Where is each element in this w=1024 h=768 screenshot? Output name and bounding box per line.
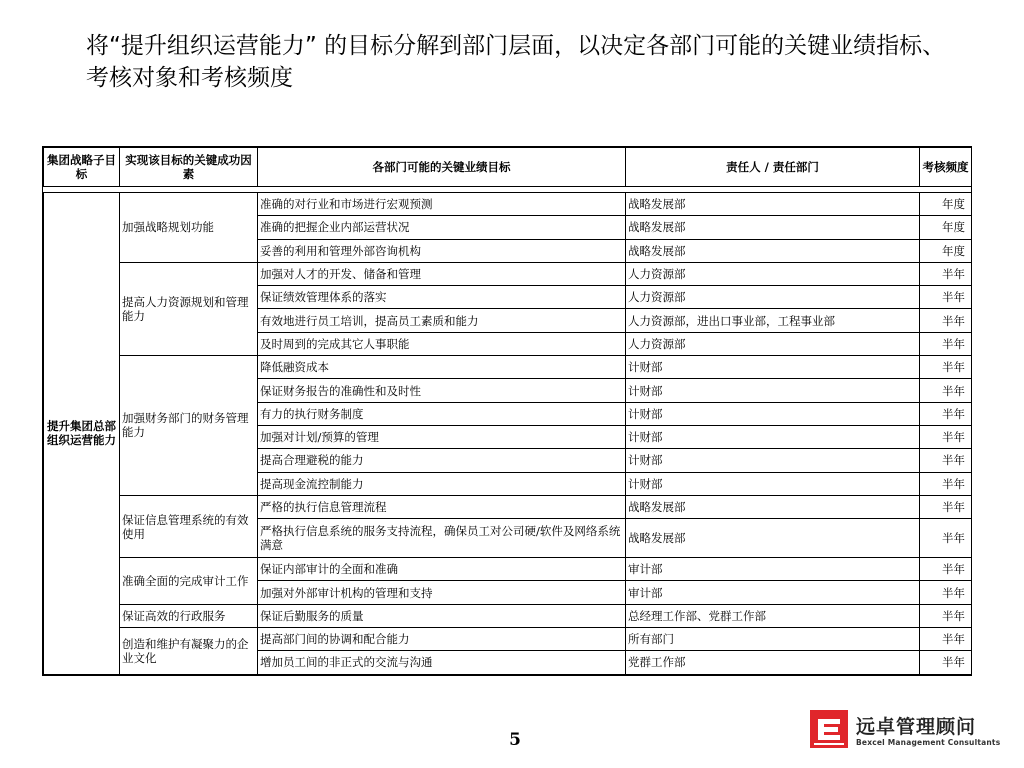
table-row	[44, 193, 972, 216]
table-row	[44, 495, 972, 518]
frequency-cell: 半年	[920, 379, 972, 402]
kpi-cell: 保证内部审计的全面和准确	[258, 558, 626, 581]
page-number: 5	[509, 730, 521, 750]
success-factor-cell: 加强战略规划功能	[120, 193, 258, 263]
kpi-cell: 提高现金流控制能力	[258, 472, 626, 495]
kpi-table	[42, 146, 972, 676]
kpi-cell: 保证绩效管理体系的落实	[258, 286, 626, 309]
frequency-cell: 半年	[920, 309, 972, 332]
owner-cell: 战略发展部	[626, 519, 920, 558]
owner-cell: 总经理工作部、党群工作部	[626, 604, 920, 627]
owner-cell: 战略发展部	[626, 239, 920, 262]
frequency-cell: 半年	[920, 628, 972, 651]
frequency-cell: 半年	[920, 332, 972, 355]
goal-cell: 提升集团总部组织运营能力	[44, 193, 120, 675]
kpi-cell: 提高合理避税的能力	[258, 449, 626, 472]
header-frequency: 考核频度	[920, 148, 972, 187]
header-success-factor: 实现该目标的关键成功因素	[120, 148, 258, 187]
table-row	[44, 356, 972, 379]
header-goal: 集团战略子目标	[44, 148, 120, 187]
frequency-cell: 半年	[920, 356, 972, 379]
owner-cell: 计财部	[626, 472, 920, 495]
success-factor-cell: 准确全面的完成审计工作	[120, 558, 258, 605]
success-factor-cell: 创造和维护有凝聚力的企业文化	[120, 628, 258, 675]
kpi-cell: 有力的执行财务制度	[258, 402, 626, 425]
owner-cell: 人力资源部	[626, 286, 920, 309]
kpi-cell: 保证财务报告的准确性和及时性	[258, 379, 626, 402]
company-logo	[810, 708, 1010, 752]
owner-cell: 战略发展部	[626, 495, 920, 518]
owner-cell: 审计部	[626, 558, 920, 581]
owner-cell: 战略发展部	[626, 193, 920, 216]
success-factor-cell: 保证高效的行政服务	[120, 604, 258, 627]
table-header-row	[44, 148, 972, 187]
frequency-cell: 年度	[920, 193, 972, 216]
owner-cell: 战略发展部	[626, 216, 920, 239]
frequency-cell: 半年	[920, 262, 972, 285]
owner-cell: 计财部	[626, 402, 920, 425]
owner-cell: 计财部	[626, 356, 920, 379]
kpi-cell: 降低融资成本	[258, 356, 626, 379]
frequency-cell: 年度	[920, 216, 972, 239]
kpi-cell: 有效地进行员工培训，提高员工素质和能力	[258, 309, 626, 332]
frequency-cell: 半年	[920, 472, 972, 495]
header-owner: 责任人 / 责任部门	[626, 148, 920, 187]
table-row	[44, 558, 972, 581]
frequency-cell: 半年	[920, 425, 972, 448]
table-row	[44, 604, 972, 627]
success-factor-cell: 加强财务部门的财务管理能力	[120, 356, 258, 496]
kpi-cell: 及时周到的完成其它人事职能	[258, 332, 626, 355]
frequency-cell: 半年	[920, 402, 972, 425]
table-row	[44, 262, 972, 285]
logo-name-cn: 远卓管理顾问	[856, 716, 977, 738]
frequency-cell: 半年	[920, 449, 972, 472]
frequency-cell: 半年	[920, 558, 972, 581]
kpi-cell: 加强对计划/预算的管理	[258, 425, 626, 448]
success-factor-cell: 提高人力资源规划和管理能力	[120, 262, 258, 355]
frequency-cell: 年度	[920, 239, 972, 262]
owner-cell: 计财部	[626, 379, 920, 402]
kpi-cell: 保证后勤服务的质量	[258, 604, 626, 627]
frequency-cell: 半年	[920, 286, 972, 309]
owner-cell: 人力资源部	[626, 332, 920, 355]
frequency-cell: 半年	[920, 581, 972, 604]
kpi-cell: 加强对人才的开发、储备和管理	[258, 262, 626, 285]
owner-cell: 人力资源部	[626, 262, 920, 285]
frequency-cell: 半年	[920, 651, 972, 674]
kpi-cell: 严格的执行信息管理流程	[258, 495, 626, 518]
table-row	[44, 628, 972, 651]
owner-cell: 审计部	[626, 581, 920, 604]
header-kpi: 各部门可能的关键业绩目标	[258, 148, 626, 187]
kpi-cell: 增加员工间的非正式的交流与沟通	[258, 651, 626, 674]
kpi-cell: 提高部门间的协调和配合能力	[258, 628, 626, 651]
success-factor-cell: 保证信息管理系统的有效使用	[120, 495, 258, 557]
frequency-cell: 半年	[920, 495, 972, 518]
owner-cell: 计财部	[626, 425, 920, 448]
owner-cell: 人力资源部，进出口事业部，工程事业部	[626, 309, 920, 332]
kpi-cell: 妥善的利用和管理外部咨询机构	[258, 239, 626, 262]
frequency-cell: 半年	[920, 604, 972, 627]
owner-cell: 党群工作部	[626, 651, 920, 674]
frequency-cell: 半年	[920, 519, 972, 558]
kpi-cell: 严格执行信息系统的服务支持流程，确保员工对公司硬/软件及网络系统满意	[258, 519, 626, 558]
logo-mark-icon	[810, 710, 848, 748]
owner-cell: 所有部门	[626, 628, 920, 651]
owner-cell: 计财部	[626, 449, 920, 472]
logo-name-en: Bexcel Management Consultants	[856, 738, 1001, 747]
kpi-cell: 准确的把握企业内部运营状况	[258, 216, 626, 239]
kpi-cell: 加强对外部审计机构的管理和支持	[258, 581, 626, 604]
kpi-cell: 准确的对行业和市场进行宏观预测	[258, 193, 626, 216]
page-title: 将“提升组织运营能力” 的目标分解到部门层面，以决定各部门可能的关键业绩指标、考核对象和考核频度	[86, 33, 946, 91]
